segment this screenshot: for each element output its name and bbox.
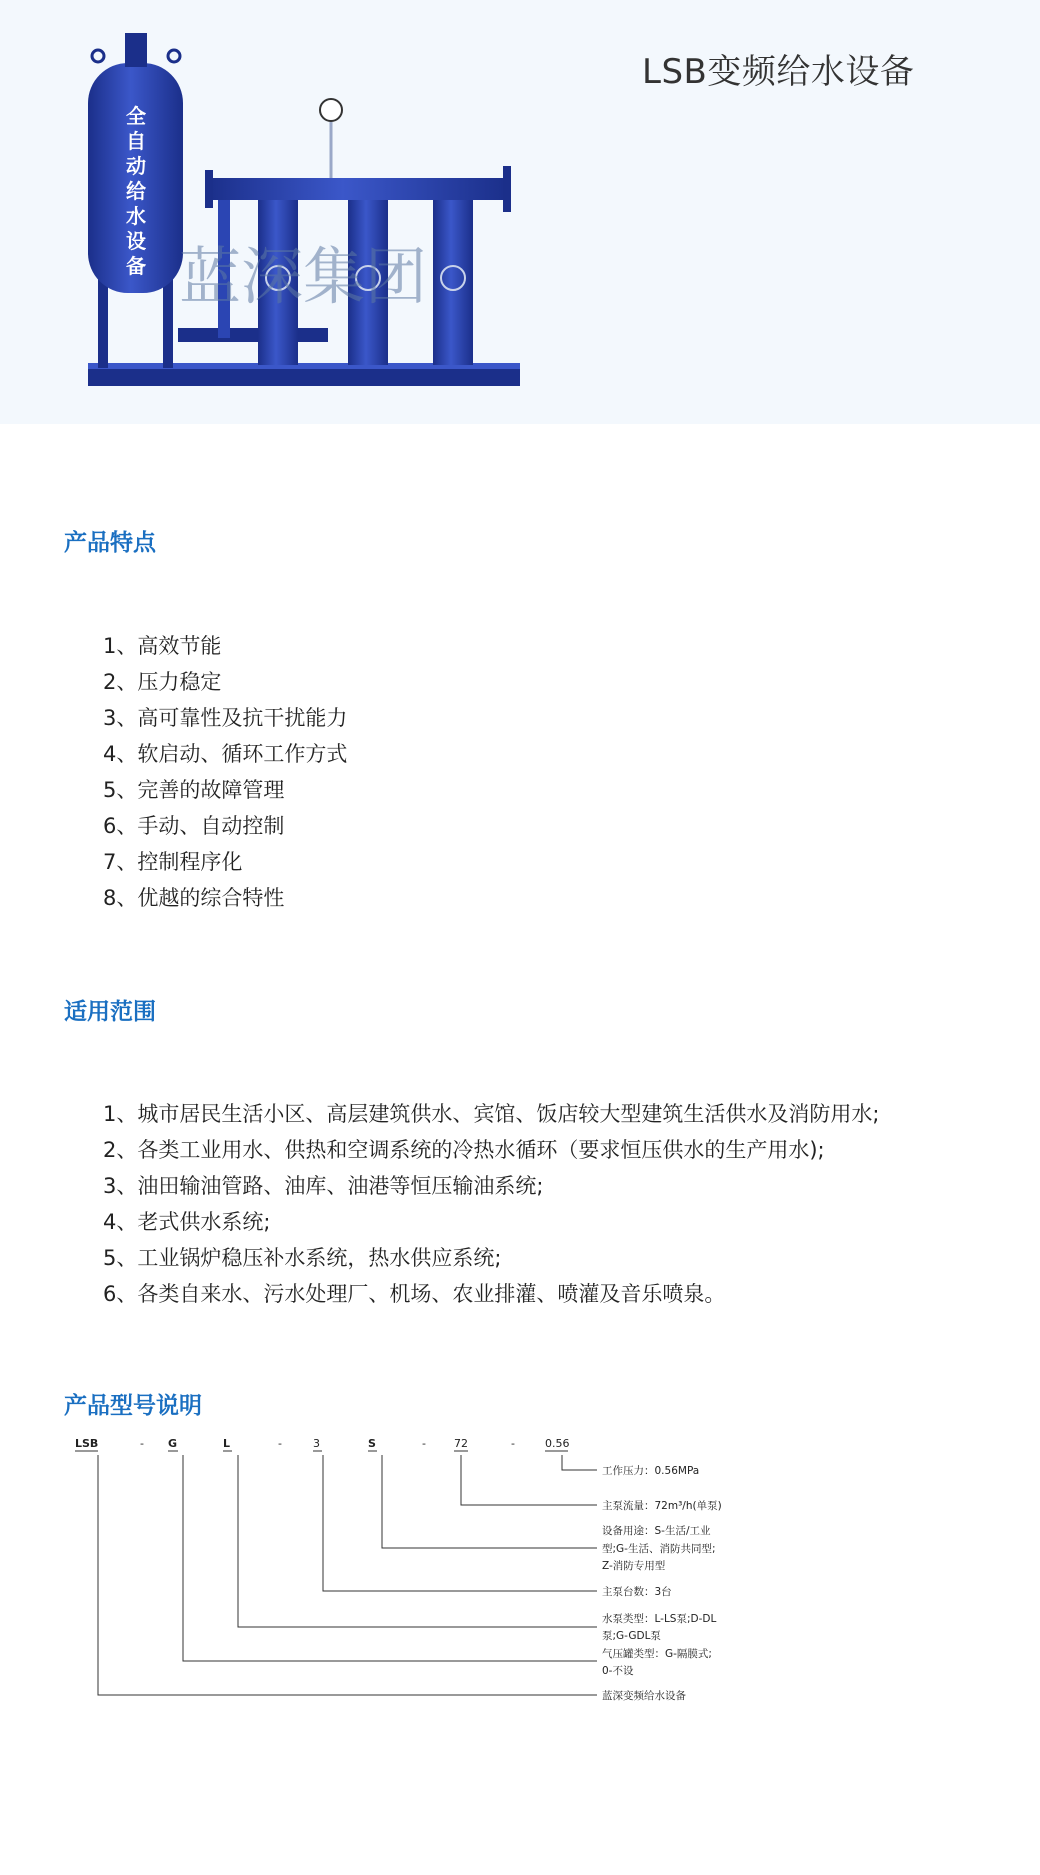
code-dash: - xyxy=(422,1437,426,1450)
code-dash: - xyxy=(511,1437,515,1450)
list-item: 8、优越的综合特性 xyxy=(103,886,285,910)
svg-text:给: 给 xyxy=(126,179,146,203)
code-lsb: LSB xyxy=(75,1437,99,1450)
list-item: 1、高效节能 xyxy=(103,634,222,658)
code-dash: - xyxy=(140,1437,144,1450)
tank-text-1: 全 xyxy=(126,104,146,128)
desc-tank-type-1: 气压罐类型：G-隔膜式; xyxy=(602,1648,712,1660)
desc-pump-type-2: 泵;G-GDL泵 xyxy=(602,1630,661,1642)
list-item: 2、压力稳定 xyxy=(103,670,222,694)
list-item: 7、控制程序化 xyxy=(103,850,243,874)
desc-pump-count: 主泵台数：3台 xyxy=(602,1586,672,1598)
desc-usage-3: Z-消防专用型 xyxy=(602,1560,666,1572)
product-title: LSB变频给水设备 xyxy=(642,52,915,92)
code-dash: - xyxy=(278,1437,282,1450)
code-g: G xyxy=(168,1437,178,1450)
list-item: 4、老式供水系统; xyxy=(103,1210,271,1234)
list-item: 6、各类自来水、污水处理厂、机场、农业排灌、喷灌及音乐喷泉。 xyxy=(103,1282,726,1306)
code-l: L xyxy=(223,1437,231,1450)
list-item: 4、软启动、循环工作方式 xyxy=(103,742,348,766)
svg-text:设: 设 xyxy=(126,229,146,253)
list-item: 3、高可靠性及抗干扰能力 xyxy=(103,706,348,730)
product-hero xyxy=(0,0,1040,424)
desc-usage-2: 型;G-生活、消防共同型; xyxy=(602,1543,716,1555)
list-item: 1、城市居民生活小区、高层建筑供水、宾馆、饭店较大型建筑生活供水及消防用水; xyxy=(103,1102,880,1126)
product-image xyxy=(78,28,528,398)
svg-text:备: 备 xyxy=(126,254,146,278)
code-3: 3 xyxy=(313,1437,320,1450)
list-item: 2、各类工业用水、供热和空调系统的冷热水循环（要求恒压供水的生产用水); xyxy=(103,1138,825,1162)
model-diagram xyxy=(60,1425,760,1715)
features-list xyxy=(103,628,347,916)
watermark: 蓝深集团 xyxy=(178,240,428,313)
list-item: 3、油田输油管路、油库、油港等恒压输油系统; xyxy=(103,1174,544,1198)
features-heading: 产品特点 xyxy=(64,530,156,556)
desc-series: 蓝深变频给水设备 xyxy=(602,1690,686,1702)
list-item: 6、手动、自动控制 xyxy=(103,814,285,838)
applications-list xyxy=(103,1096,879,1312)
list-item: 5、工业锅炉稳压补水系统，热水供应系统; xyxy=(103,1246,502,1270)
svg-text:动: 动 xyxy=(126,154,146,178)
code-056: 0.56 xyxy=(545,1437,570,1450)
svg-text:自: 自 xyxy=(126,129,146,153)
desc-usage-1: 设备用途：S-生活/工业 xyxy=(602,1525,711,1537)
desc-pressure: 工作压力：0.56MPa xyxy=(602,1465,700,1477)
desc-pump-type-1: 水泵类型：L-LS泵;D-DL xyxy=(602,1613,717,1625)
desc-flow: 主泵流量：72m³/h(单泵) xyxy=(602,1500,722,1512)
code-s: S xyxy=(368,1437,376,1450)
desc-tank-type-2: 0-不设 xyxy=(602,1665,634,1677)
list-item: 5、完善的故障管理 xyxy=(103,778,285,802)
code-72: 72 xyxy=(454,1437,468,1450)
svg-text:水: 水 xyxy=(126,204,146,228)
model-heading: 产品型号说明 xyxy=(64,1393,202,1419)
applications-heading: 适用范围 xyxy=(64,999,156,1025)
